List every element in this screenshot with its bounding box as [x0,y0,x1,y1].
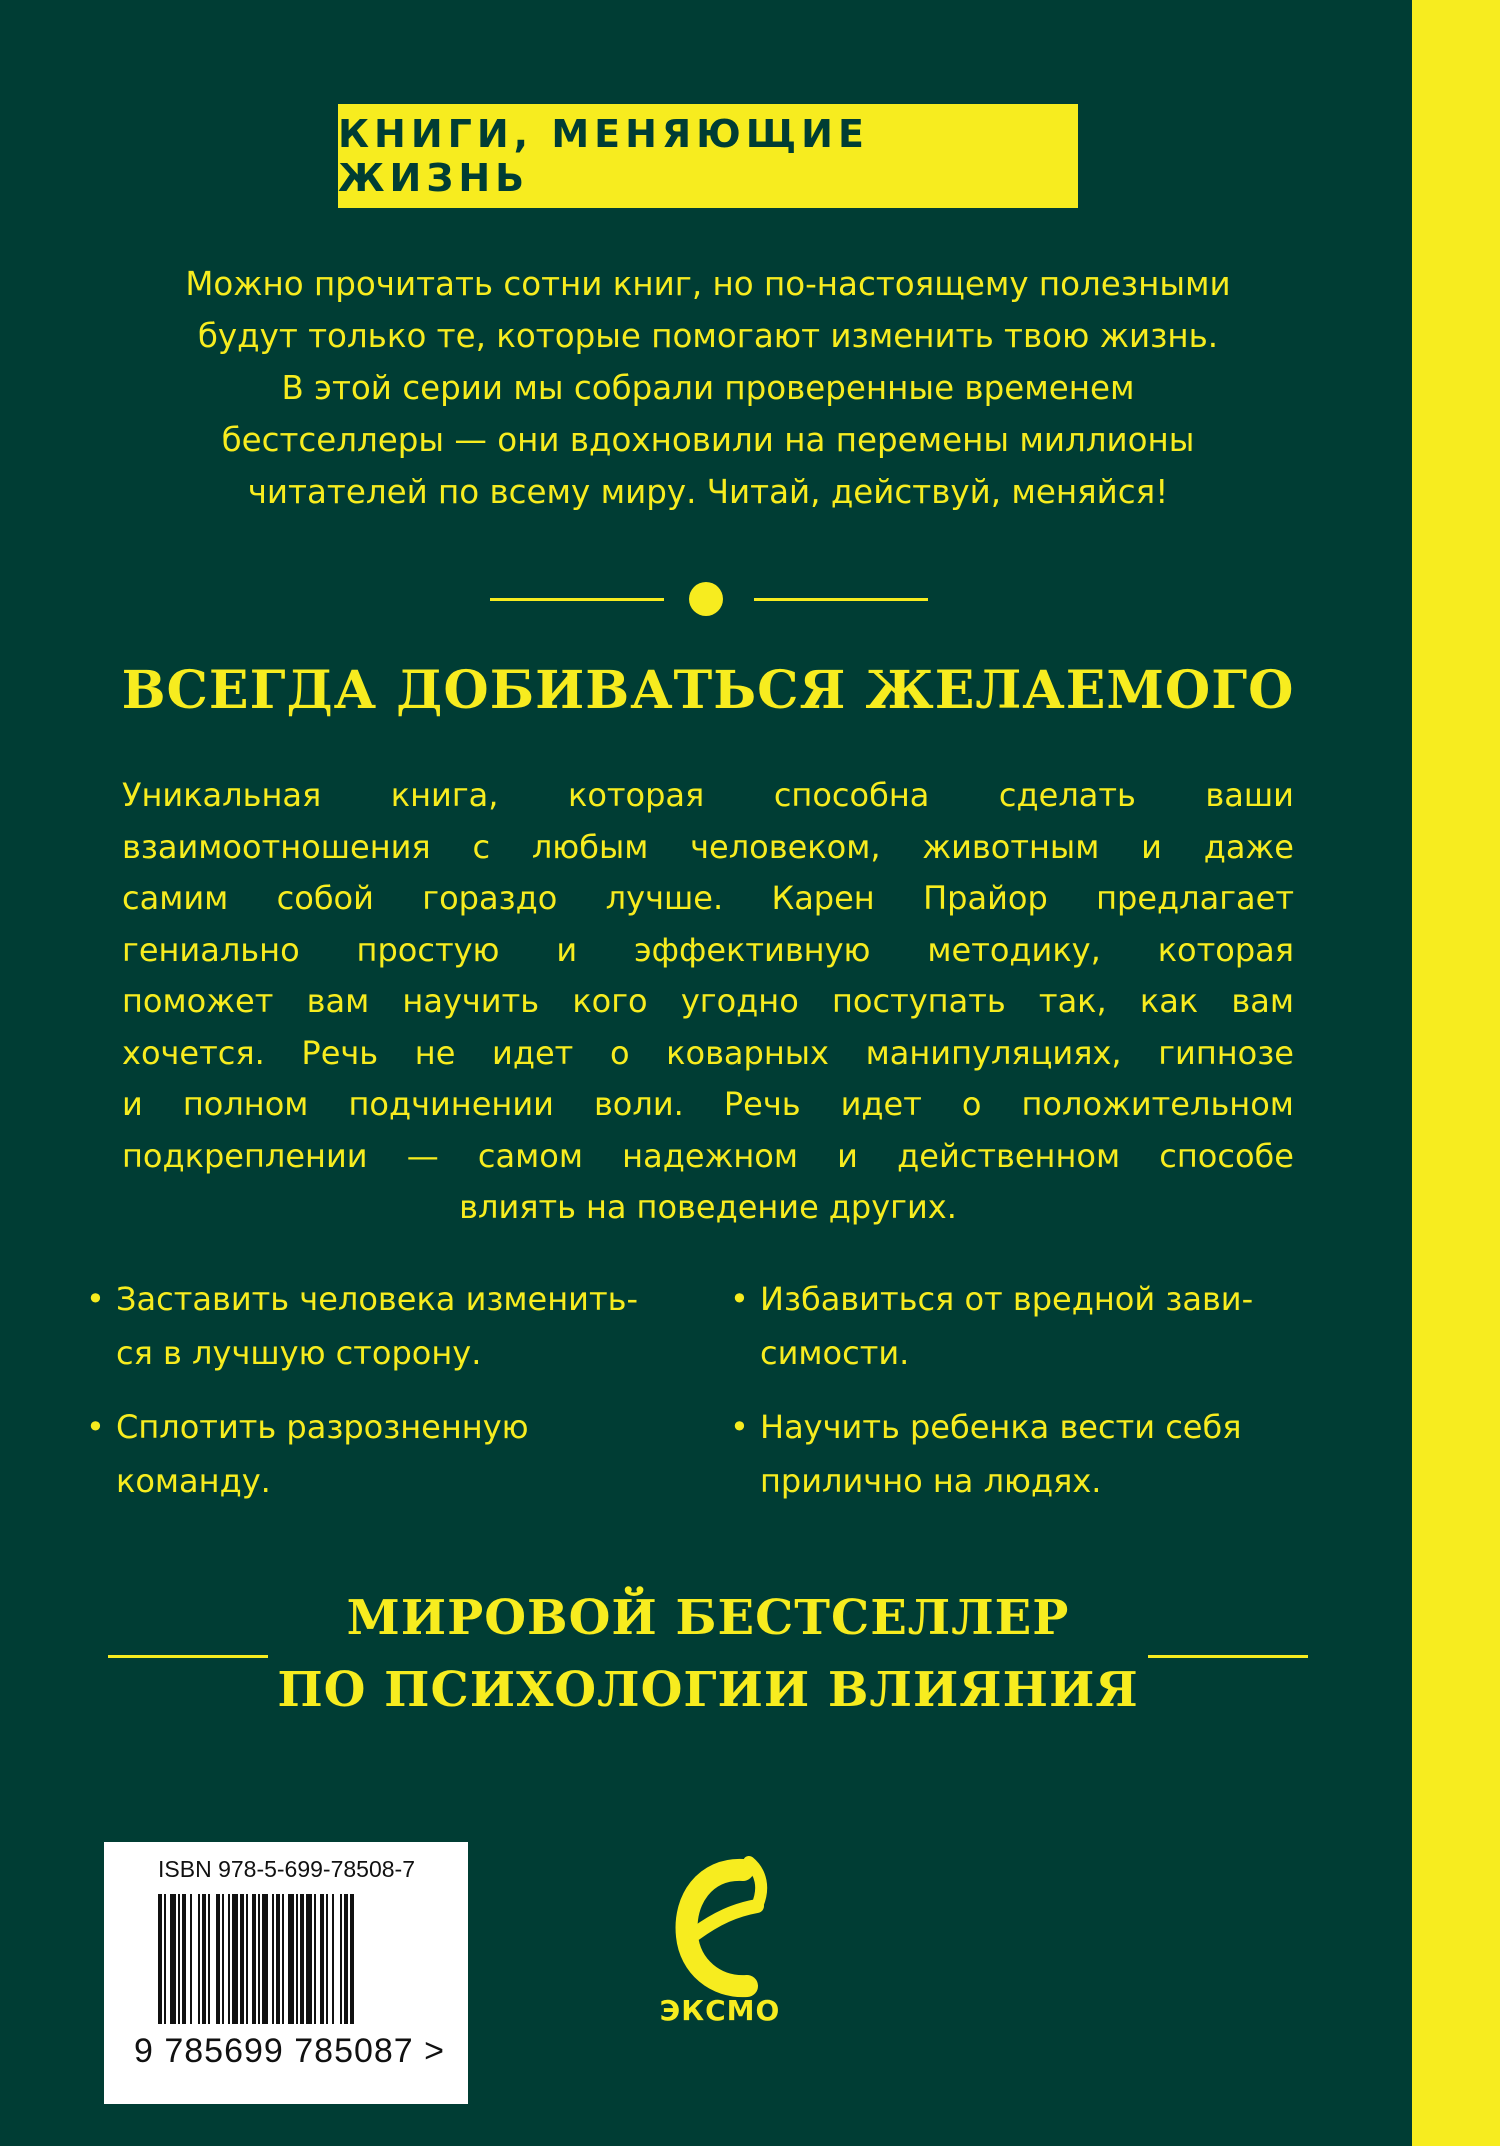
description-word: лучше. [605,879,724,917]
bullet-icon: • [730,1280,749,1318]
description-word: Карен [771,879,875,917]
book-title: ВСЕГДА ДОБИВАТЬСЯ ЖЕЛАЕМОГО [121,660,1295,721]
description-word: не [414,1033,456,1072]
isbn-text: ISBN 978-5-699-78508-7 [158,1856,415,1882]
description-word: действенном [897,1136,1121,1175]
benefit-line: прилично на людях. [760,1462,1102,1500]
description-word: предлагает [1096,879,1294,917]
eksmo-e-logo-icon [665,1848,775,2018]
barcode-box [104,1842,468,2104]
description-word: простую [356,930,500,969]
description-word: ваши [1205,776,1294,814]
tagline-rule-left [108,1655,268,1658]
description-word: которая [1157,930,1294,969]
description-word: вам [306,982,370,1020]
description-word: угодно [680,982,799,1020]
description-word: с [472,827,491,866]
description-word: идет [840,1085,922,1123]
description-word: гипнозе [1158,1033,1294,1072]
benefit-line: симости. [760,1334,910,1372]
description-line [122,1079,1294,1131]
description-word: даже [1203,827,1294,866]
description-word: вам [1231,982,1294,1020]
intro-line: читателей по всему миру. Читай, действуй, меняйся! [247,473,1169,511]
intro-line: Можно прочитать сотни книг, но по-настоящему полезными [185,265,1231,303]
description-word: положительном [1021,1085,1294,1123]
series-banner-text: КНИГИ, МЕНЯЮЩИЕ ЖИЗНЬ [338,112,869,200]
tagline-rule-right [1148,1655,1308,1658]
benefit-line: ся в лучшую сторону. [116,1334,482,1372]
description-line [122,1182,1294,1234]
benefit-line: Сплотить разрозненную [116,1408,529,1446]
description-line [122,976,1294,1028]
bullet-icon: • [86,1408,105,1446]
description-word: полном [182,1085,309,1123]
benefits-right-column [730,1272,1380,1528]
description-word: Уникальная [122,776,322,814]
description-line [122,1131,1294,1183]
divider-line-left [490,598,664,601]
description-word: способна [773,776,930,814]
description-line [122,822,1294,874]
description-word: сделать [998,776,1136,814]
description-word: как [1139,982,1199,1020]
description-word: о [961,1085,982,1123]
benefit-item [86,1272,736,1380]
description-word: любым [531,827,649,866]
description-word: эффективную [634,930,871,969]
description-word: и [837,1136,858,1175]
description-word: манипуляциях, [865,1033,1122,1072]
bestseller-line: ПО ПСИХОЛОГИИ ВЛИЯНИЯ [277,1662,1139,1718]
publisher-logo-text: ЭКСМО [659,1994,781,2027]
description-word: так, [1038,982,1107,1020]
description-word: Прайор [923,879,1048,917]
description-word: поступать [832,982,1006,1020]
benefit-line: Избавиться от вредной зави- [760,1280,1254,1318]
bestseller-tagline [100,1582,1316,1726]
description-word: на [585,1188,627,1226]
barcode-digits: 9 785699 785087 > [134,2032,446,2070]
bullet-icon: • [730,1408,749,1446]
description-word: самом [477,1136,583,1175]
divider-line-right [754,598,928,601]
series-banner [338,104,1078,208]
description-word: человеком, [690,827,881,866]
description-word: о [609,1033,630,1072]
description-word: коварных [666,1033,829,1072]
description-word: и [556,930,578,969]
bestseller-line: МИРОВОЙ БЕСТСЕЛЛЕР [346,1590,1070,1646]
description-word: способе [1159,1136,1294,1175]
description-word: подкреплении [122,1136,368,1175]
description-line [122,873,1294,925]
description-word: гораздо [422,879,558,917]
description-line [122,1028,1294,1080]
ornament-divider [490,582,928,616]
description-line [122,770,1294,822]
description-word: кого [572,982,648,1020]
description-word: — [406,1136,439,1175]
description-word: и [1141,827,1162,866]
benefit-item [730,1272,1380,1380]
description-word: собой [276,879,374,917]
benefit-item [86,1400,736,1508]
benefit-line: команду. [116,1462,271,1500]
description-word: Речь [301,1033,379,1072]
description-word: подчинении [348,1085,554,1123]
yellow-side-strip [1412,0,1500,2146]
description-word: самим [122,879,229,917]
dot-icon [689,582,723,616]
description-word: влиять [459,1188,576,1226]
description-word: гениально [122,930,300,969]
description-line [122,925,1294,977]
book-description [122,770,1294,1234]
description-word: поможет [122,982,274,1020]
description-word: животным [922,827,1100,866]
benefit-item [730,1400,1380,1508]
intro-line: будут только те, которые помогают изменить твою жизнь. [197,317,1219,355]
series-intro [100,258,1316,518]
description-word: надежном [622,1136,798,1175]
benefit-line: Заставить человека изменить- [116,1280,638,1318]
benefit-line: Научить ребенка вести себя [760,1408,1242,1446]
description-word: воли. [593,1085,684,1123]
description-word: научить [402,982,540,1020]
benefits-left-column [86,1272,736,1528]
description-word: взаимоотношения [122,827,431,866]
description-word: Речь [723,1085,801,1123]
intro-line: В этой серии мы собрали проверенные временем [281,369,1135,407]
description-word: которая [567,776,705,814]
description-word: и [122,1085,143,1123]
description-word: идет [492,1033,574,1072]
barcode-icon [158,1894,420,2034]
description-word: хочется. [122,1033,265,1072]
description-word: других. [828,1188,957,1226]
description-word: методику, [927,930,1101,969]
description-word: поведение [636,1188,819,1226]
description-word: книга, [390,776,499,814]
intro-line: бестселлеры — они вдохновили на перемены миллионы [221,421,1195,459]
bullet-icon: • [86,1280,105,1318]
